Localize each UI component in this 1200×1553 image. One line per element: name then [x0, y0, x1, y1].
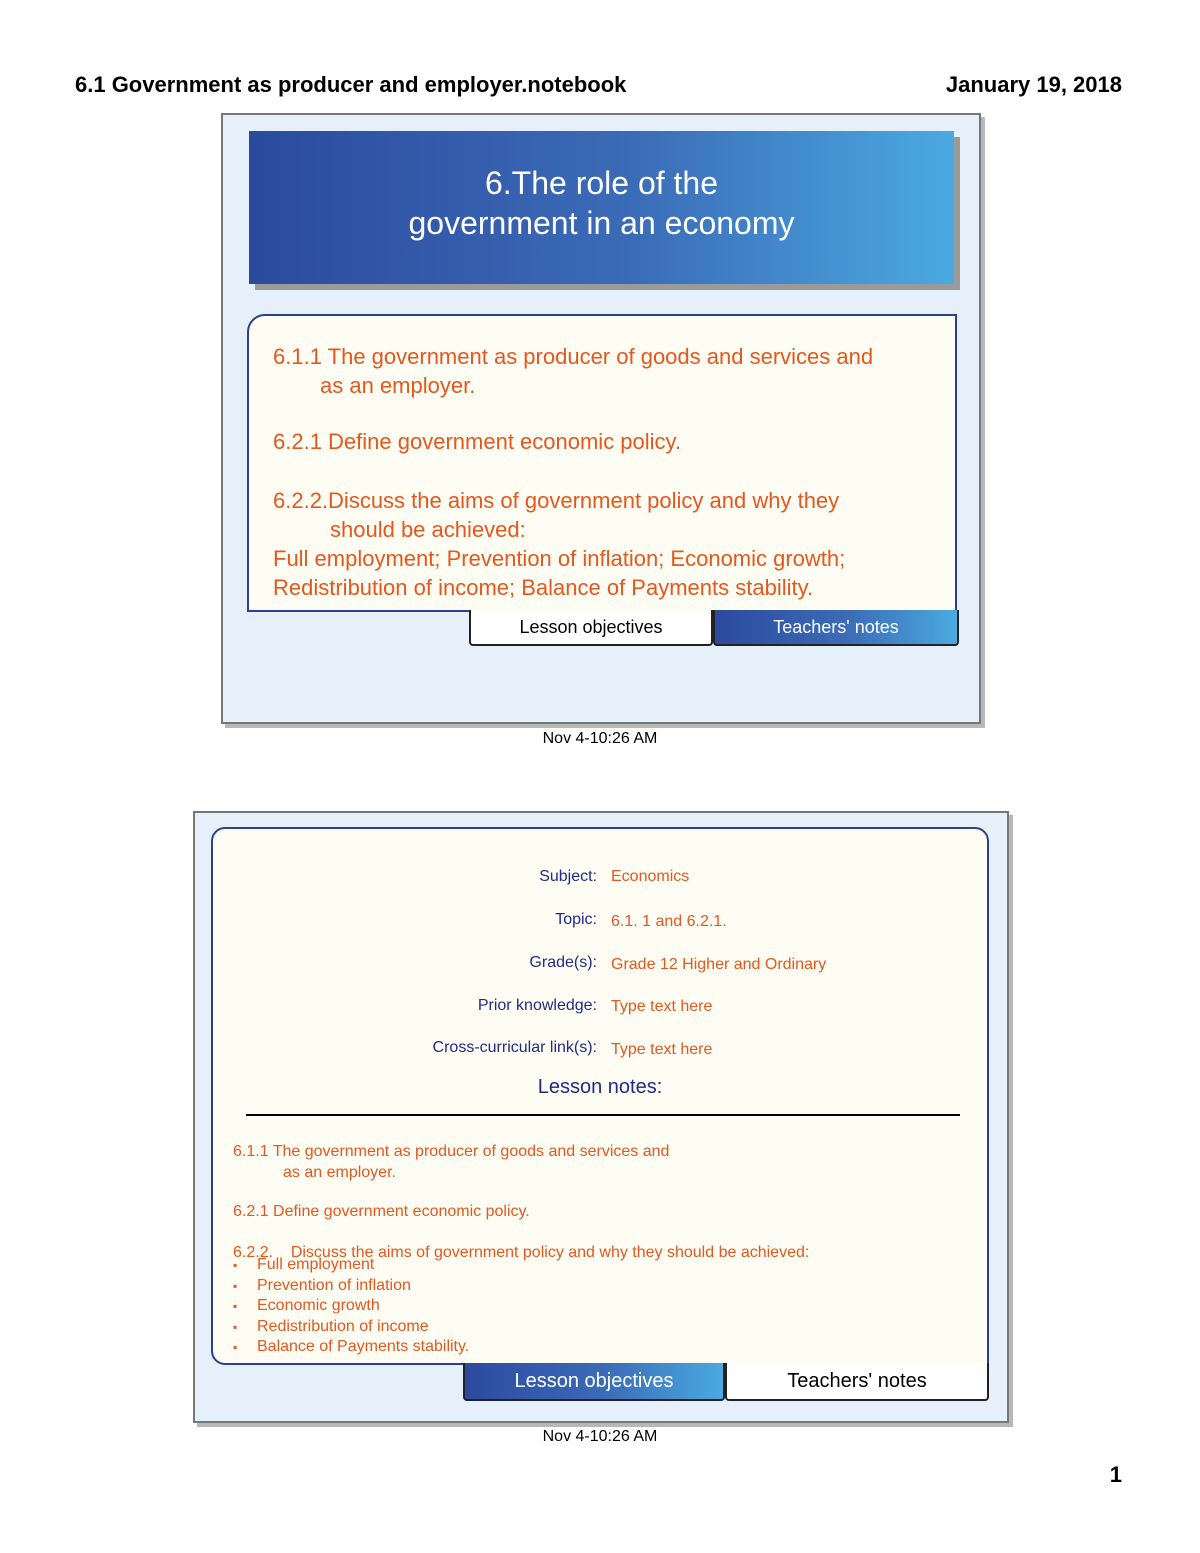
note-line: 6.2.2. Discuss the aims of government policy and why they should be achieved: [233, 1244, 810, 1261]
note-line: 6.1.1 The government as producer of goods and services and [233, 1143, 670, 1160]
aims-list [233, 1255, 469, 1358]
divider [246, 1114, 960, 1116]
slide-2 [193, 811, 1009, 1423]
teachers-notes-panel [211, 827, 989, 1365]
list-item: ▪ Balance of Payments stability. [233, 1337, 469, 1358]
objective-line: Redistribution of income; Balance of Payments stability. [273, 575, 814, 600]
field-label-grades: Grade(s): [529, 954, 597, 971]
list-item: ▪ Redistribution of income [233, 1317, 469, 1338]
tab-teachers-notes[interactable]: Teachers' notes [713, 610, 959, 646]
list-item: ▪ Full employment [233, 1255, 469, 1276]
field-value-grades[interactable]: Grade 12 Higher and Ordinary [611, 956, 827, 973]
slide-1 [221, 113, 981, 724]
page-number: 1 [1109, 1462, 1122, 1487]
field-label-topic: Topic: [555, 911, 597, 928]
tab-lesson-objectives[interactable]: Lesson objectives [463, 1363, 725, 1401]
slide-title-line-2: government in an economy [408, 205, 795, 241]
objective-line: 6.1.1 The government as producer of goods and services and [273, 344, 874, 369]
field-label-prior-knowledge: Prior knowledge: [477, 997, 597, 1014]
slide-2-timestamp: Nov 4-10:26 AM [542, 1428, 658, 1445]
objective-line: 6.2.2.Discuss the aims of government policy and why they [273, 488, 840, 513]
document-title: 6.1 Government as producer and employer.notebook [75, 72, 627, 97]
lesson-notes-heading: Lesson notes: [537, 1076, 663, 1098]
field-value-subject[interactable]: Economics [611, 868, 690, 885]
objective-line: as an employer. [320, 373, 476, 398]
slide-title-line-1: 6.The role of the [484, 165, 719, 201]
slide-title-banner [249, 131, 954, 284]
tab-lesson-objectives[interactable]: Lesson objectives [469, 610, 713, 646]
note-line: 6.2.1 Define government economic policy. [233, 1203, 530, 1220]
lesson-objectives-panel [247, 314, 957, 612]
field-label-cross-curricular: Cross-curricular link(s): [432, 1039, 597, 1056]
field-label-subject: Subject: [539, 868, 597, 885]
list-item: ▪ Economic growth [233, 1296, 469, 1317]
list-item: ▪ Prevention of inflation [233, 1276, 469, 1297]
note-line: as an employer. [283, 1164, 396, 1181]
document-date: January 19, 2018 [945, 72, 1122, 97]
tab-teachers-notes[interactable]: Teachers' notes [725, 1363, 989, 1401]
objective-line: should be achieved: [330, 517, 526, 542]
slide-1-timestamp: Nov 4-10:26 AM [542, 730, 658, 747]
field-value-topic[interactable]: 6.1. 1 and 6.2.1. [611, 913, 727, 930]
field-value-prior-knowledge[interactable]: Type text here [611, 998, 713, 1015]
objective-line: 6.2.1 Define government economic policy. [273, 429, 682, 454]
field-value-cross-curricular[interactable]: Type text here [611, 1041, 713, 1058]
objective-line: Full employment; Prevention of inflation; Economic growth; [273, 546, 846, 571]
